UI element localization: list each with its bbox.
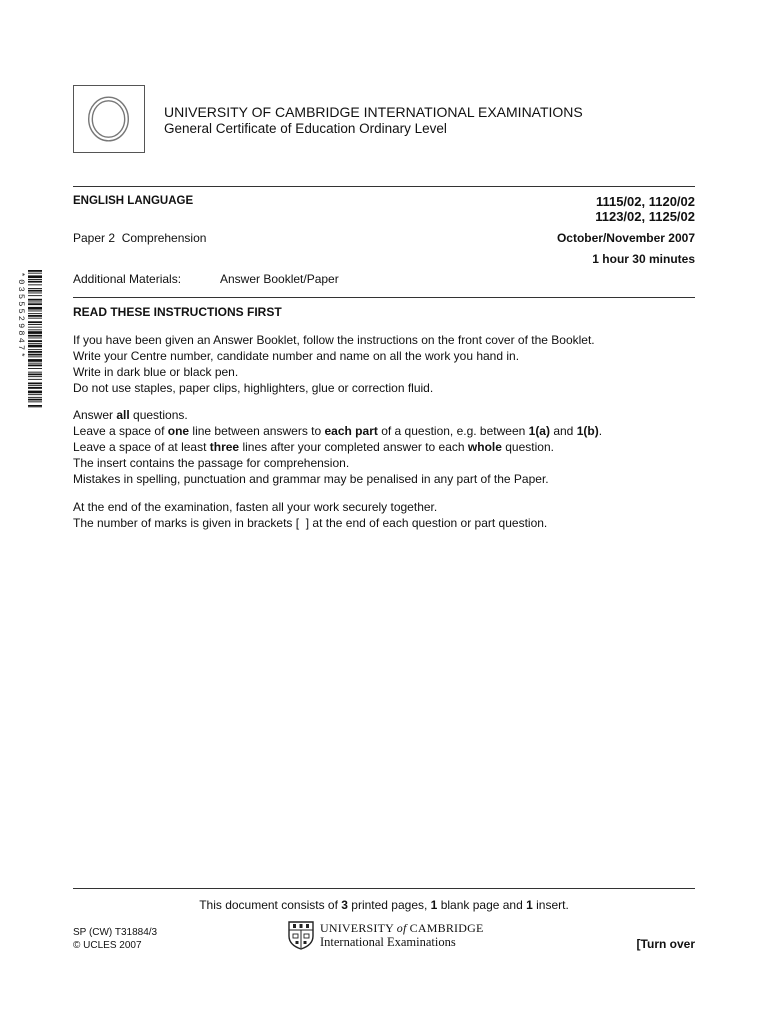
- level-o-icon: [74, 86, 143, 151]
- barcode-bar: [28, 293, 42, 294]
- emphasis: all: [116, 408, 130, 422]
- text: line between answers to: [189, 424, 325, 438]
- barcode-bar: [28, 275, 42, 278]
- barcode-digits-wrap: [16, 272, 26, 406]
- barcode-bar: [28, 318, 42, 319]
- emphasis: each part: [324, 424, 378, 438]
- emphasis: one: [167, 424, 190, 438]
- barcode-bar: [28, 303, 42, 305]
- barcode-bar: [28, 356, 42, 357]
- barcode-bar: [28, 307, 42, 310]
- barcode-bar: [28, 343, 42, 344]
- instruction-line: Write in dark blue or black pen.: [73, 365, 239, 379]
- barcode-bar: [28, 383, 42, 385]
- barcode-bar: [28, 372, 42, 373]
- exam-duration: 1 hour 30 minutes: [592, 252, 695, 266]
- barcode-bar: [28, 273, 42, 274]
- cambridge-logo-line1: [320, 921, 484, 936]
- barcode-bar: [28, 329, 42, 330]
- barcode-bar: [28, 391, 42, 394]
- barcode-bar: [28, 399, 42, 401]
- crest-icon: [287, 920, 315, 950]
- syllabus-codes: [595, 194, 695, 224]
- additional-materials-label: Additional Materials:: [73, 272, 182, 286]
- text: and: [549, 424, 577, 438]
- instruction-line: At the end of the examination, fasten all your work securely together.: [73, 500, 438, 514]
- syllabus-codes-line1: 1115/02, 1120/02: [595, 194, 695, 209]
- barcode-bar: [28, 290, 42, 292]
- barcode-bar: [28, 315, 42, 317]
- barcode-bar: [28, 281, 42, 283]
- text: UNIVERSITY: [320, 921, 397, 935]
- text: Leave a space of: [73, 424, 168, 438]
- barcode-bar: [28, 351, 42, 353]
- barcode-bar: [28, 354, 42, 356]
- barcode-bar: [28, 374, 42, 376]
- barcode-bar: [28, 349, 42, 350]
- barcode: [28, 270, 42, 408]
- emphasis: 1(b): [576, 424, 599, 438]
- barcode-bar: [28, 299, 42, 301]
- instruction-line: Mistakes in spelling, punctuation and grammar may be penalised in any part of the Paper.: [73, 472, 549, 486]
- instruction-line: Do not use staples, paper clips, highlighters, glue or correction fluid.: [73, 381, 434, 395]
- barcode-bar: [28, 324, 42, 325]
- instructions-block-1: [73, 332, 703, 396]
- barcode-bar: [28, 302, 42, 303]
- text: .: [598, 424, 603, 438]
- text: blank page and: [437, 898, 527, 912]
- exam-level-logo: [73, 85, 145, 153]
- instruction-line: Write your Centre number, candidate number and name on all the work you hand in.: [73, 349, 520, 363]
- instruction-line: The insert contains the passage for comprehension.: [73, 456, 350, 470]
- barcode-digits: *0355529847*: [16, 272, 26, 360]
- barcode-bar: [28, 376, 42, 377]
- barcode-bar: [28, 295, 42, 296]
- qualification-name: General Certificate of Education Ordinary Level: [164, 121, 447, 136]
- exam-session: October/November 2007: [556, 231, 695, 245]
- document-reference: [73, 926, 157, 952]
- barcode-bar: [28, 335, 42, 337]
- text: lines after your completed answer to each: [239, 440, 468, 454]
- emphasis: whole: [467, 440, 502, 454]
- barcode-bar: [28, 365, 42, 367]
- additional-materials-value: Answer Booklet/Paper: [220, 272, 339, 286]
- emphasis: three: [209, 440, 240, 454]
- barcode-bar: [28, 327, 42, 328]
- barcode-bar: [28, 385, 42, 386]
- page-count-note: [0, 898, 768, 912]
- turn-over-note: [Turn over: [636, 937, 695, 951]
- instruction-line: [73, 407, 703, 423]
- barcode-bar: [28, 288, 42, 289]
- text: CAMBRIDGE: [406, 921, 484, 935]
- barcode-bar: [28, 270, 42, 272]
- barcode-bar: [28, 368, 42, 369]
- barcode-bar: [28, 397, 42, 398]
- instructions-heading: READ THESE INSTRUCTIONS FIRST: [73, 305, 282, 319]
- barcode-bar: [28, 338, 42, 339]
- text: question.: [501, 440, 554, 454]
- footer-divider: [73, 888, 695, 889]
- paper-title: Paper 2 Comprehension: [73, 231, 207, 245]
- copyright-notice: © UCLES 2007: [73, 940, 142, 951]
- barcode-bar: [28, 313, 42, 314]
- organisation-name: UNIVERSITY OF CAMBRIDGE INTERNATIONAL EXAMINATIONS: [164, 104, 583, 120]
- syllabus-codes-line2: 1123/02, 1125/02: [595, 209, 695, 224]
- text: insert.: [532, 898, 569, 912]
- barcode-bars: [28, 270, 42, 408]
- barcode-bar: [28, 279, 42, 280]
- instructions-block-3: [73, 499, 703, 531]
- text: of a question, e.g. between: [377, 424, 529, 438]
- text: This document consists of: [199, 898, 342, 912]
- barcode-bar: [28, 359, 42, 362]
- reference-code: SP (CW) T31884/3: [73, 927, 158, 938]
- barcode-bar: [28, 405, 42, 407]
- barcode-bar: [28, 331, 42, 334]
- text: printed pages,: [347, 898, 431, 912]
- instructions-divider: [73, 297, 695, 298]
- barcode-bar: [28, 379, 42, 380]
- instruction-line: If you have been given an Answer Booklet, follow the instructions on the front cover of the Booklet.: [73, 333, 595, 347]
- barcode-bar: [28, 340, 42, 342]
- emphasis: 1: [526, 898, 533, 912]
- barcode-bar: [28, 345, 42, 348]
- barcode-bar: [28, 387, 42, 389]
- text: Leave a space of at least: [73, 440, 210, 454]
- barcode-bar: [28, 284, 42, 285]
- barcode-bar: [28, 394, 42, 395]
- top-divider: [73, 186, 695, 187]
- text: questions.: [129, 408, 188, 422]
- barcode-bar: [28, 321, 42, 323]
- emphasis: 1(a): [528, 424, 550, 438]
- text: of: [396, 921, 407, 935]
- cambridge-logo: [287, 920, 487, 952]
- cambridge-logo-line2: International Examinations: [320, 935, 456, 949]
- emphasis: 1: [430, 898, 438, 912]
- instruction-line: [73, 439, 703, 455]
- text: Answer: [73, 408, 117, 422]
- instructions-block-2: [73, 407, 703, 487]
- barcode-bar: [28, 363, 42, 364]
- barcode-bar: [28, 311, 42, 312]
- barcode-bar: [28, 401, 42, 402]
- instruction-line: [73, 423, 703, 439]
- emphasis: 3: [341, 898, 348, 912]
- subject-title: ENGLISH LANGUAGE: [73, 195, 194, 207]
- instruction-line: The number of marks is given in brackets [ ] at the end of each question or part question.: [73, 516, 548, 530]
